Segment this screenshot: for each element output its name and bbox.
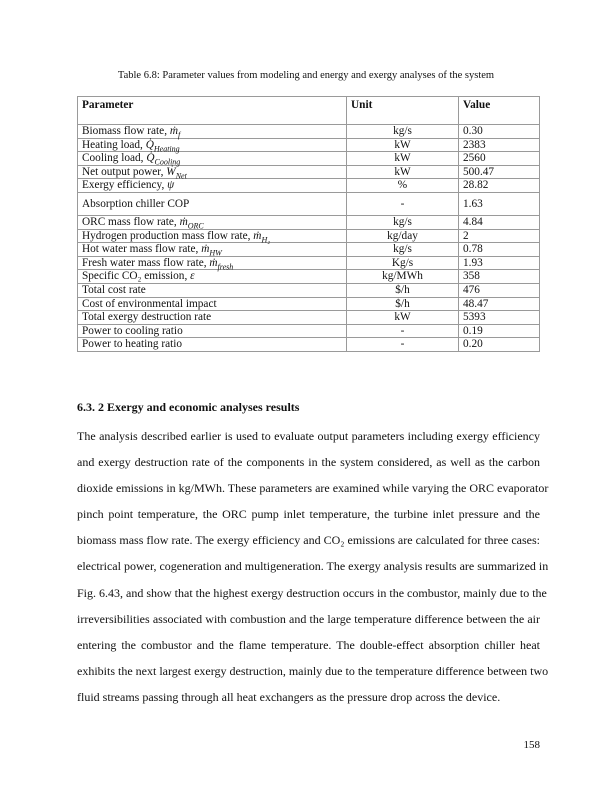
parameter-label: Cost of environmental impact (82, 297, 217, 310)
table-caption: Table 6.8: Parameter values from modeling and energy and exergy analyses of the system (117, 70, 495, 81)
table-row (78, 324, 540, 338)
parameter-symbol: Q̇ (145, 138, 154, 151)
parameter-table (77, 96, 540, 352)
table-row (78, 165, 540, 179)
table-row (78, 179, 540, 193)
table-row (78, 229, 540, 243)
value-cell: 2560 (459, 152, 540, 166)
unit-cell: kW (347, 152, 459, 166)
parameter-symbol: ψ (167, 179, 175, 192)
value-cell: 5393 (459, 311, 540, 325)
parameter-label: Hot water mass flow rate, (82, 243, 202, 256)
unit-cell: kg/s (347, 215, 459, 229)
table-row (78, 192, 540, 215)
parameter-label: Total exergy destruction rate (82, 311, 212, 324)
value-cell: 500.47 (459, 165, 540, 179)
value-cell: 476 (459, 283, 540, 297)
parameter-label: Cooling load, (82, 152, 147, 165)
table-row (78, 256, 540, 270)
parameter-symbol: ε (190, 270, 195, 283)
parameter-subscript: fresh (217, 262, 234, 271)
parameter-cell (78, 152, 347, 166)
paragraph-line: pinch point temperature, the ORC pump inlet temperature, the turbine inlet pressure and the (77, 507, 540, 522)
parameter-label: Specific CO₂ emission, (82, 270, 191, 283)
parameter-symbol: ṁ (253, 229, 262, 242)
table-row (78, 297, 540, 311)
parameter-symbol: ṁ (169, 125, 179, 137)
unit-cell: - (347, 192, 459, 215)
table-row (78, 270, 540, 284)
parameter-label: ORC mass flow rate, (82, 215, 180, 228)
unit-cell: kg/s (347, 243, 459, 257)
parameter-label: Fresh water mass flow rate, (82, 256, 210, 269)
unit-cell: kW (347, 138, 459, 152)
paragraph-line: electrical power, cogeneration and multigeneration. The exergy analysis results are summarized in (77, 559, 549, 574)
parameter-label: Power to cooling ratio (82, 324, 183, 337)
parameter-cell (78, 297, 347, 311)
value-cell: 28.82 (459, 179, 540, 193)
unit-cell: - (347, 338, 459, 352)
table-row (78, 138, 540, 152)
parameter-cell (78, 338, 347, 352)
parameter-subscript: Net (175, 171, 187, 181)
parameter-subscript: Heating (153, 143, 180, 153)
value-cell: 0.78 (459, 243, 540, 257)
parameter-cell (78, 324, 347, 338)
parameter-symbol: ṁ (179, 215, 188, 228)
table-row (78, 311, 540, 325)
value-cell: 2 (459, 229, 540, 243)
body-paragraph (77, 429, 549, 716)
table-row (78, 243, 540, 257)
paragraph-line: fluid streams passing through all heat exchangers as the pressure drop across the device. (77, 689, 501, 704)
parameter-subscript: HW (209, 248, 222, 258)
section-heading: 6.3. 2 Exergy and economic analyses results (77, 400, 300, 414)
table-row (78, 338, 540, 352)
parameter-symbol: Q̇ (146, 152, 155, 165)
value-cell: 1.93 (459, 256, 540, 270)
unit-cell: kW (347, 165, 459, 179)
header-unit: Unit (347, 97, 459, 125)
unit-cell: $/h (347, 283, 459, 297)
table-row (78, 215, 540, 229)
unit-cell: kg/MWh (347, 270, 459, 284)
table-row (78, 152, 540, 166)
parameter-symbol: ṁ (201, 243, 210, 256)
parameter-cell (78, 125, 347, 139)
value-cell: 0.30 (459, 125, 540, 139)
value-cell: 0.20 (459, 338, 540, 352)
unit-cell: - (347, 324, 459, 338)
parameter-cell (78, 256, 347, 270)
paragraph-line: dioxide emissions in kg/MWh. These parameters are examined while varying the ORC evaporator (77, 481, 549, 496)
paragraph-line: irreversibilities associated with combustion and the large temperature difference between the air (77, 611, 540, 626)
table-row (78, 283, 540, 297)
parameter-label: Absorption chiller COP (82, 197, 190, 210)
header-value: Value (459, 97, 540, 125)
parameter-cell (78, 229, 347, 243)
parameter-subscript: Cooling (154, 157, 181, 167)
parameter-cell (78, 311, 347, 325)
paragraph-line: Fig. 6.43, and show that the highest exergy destruction occurs in the combustor, mainly due to the (77, 585, 547, 600)
table-header-row (78, 97, 540, 125)
paragraph-line: exhibits the next largest exergy destruction, mainly due to the temperature difference between two (77, 663, 549, 678)
parameter-label: Heating load, (82, 138, 146, 151)
parameter-cell (78, 165, 347, 179)
parameter-label: Total cost rate (82, 283, 146, 296)
parameter-cell (78, 243, 347, 257)
unit-cell: $/h (347, 297, 459, 311)
parameter-cell (78, 270, 347, 284)
parameter-symbol: Ẇ (166, 165, 176, 178)
parameter-cell (78, 138, 347, 152)
paragraph-line: entering the combustor and the flame temperature. The double-effect absorption chiller heat (77, 637, 540, 652)
paragraph-line: and exergy destruction rate of the components in the system considered, as well as the carbon (77, 455, 540, 470)
parameter-label: Biomass flow rate, (82, 125, 170, 137)
value-cell: 4.84 (459, 215, 540, 229)
parameter-cell (78, 283, 347, 297)
parameter-subscript: ORC (187, 221, 204, 231)
parameter-label: Net output power, (82, 165, 167, 178)
parameter-cell (78, 192, 347, 215)
unit-cell: Kg/s (347, 256, 459, 270)
value-cell: 48.47 (459, 297, 540, 311)
unit-cell: % (347, 179, 459, 193)
header-parameter: Parameter (78, 97, 347, 125)
parameter-subscript: H₂ (261, 234, 271, 244)
parameter-subscript: f (178, 130, 181, 140)
page-number: 158 (523, 739, 540, 751)
paragraph-line: The analysis described earlier is used to evaluate output parameters including exergy efficiency (77, 429, 540, 443)
value-cell: 0.19 (459, 324, 540, 338)
value-cell: 1.63 (459, 192, 540, 215)
unit-cell: kg/day (347, 229, 459, 243)
parameter-cell (78, 215, 347, 229)
parameter-label: Exergy efficiency, (82, 179, 168, 192)
parameter-symbol: ṁ (209, 256, 218, 269)
parameter-label: Hydrogen production mass flow rate, (82, 229, 254, 242)
parameter-label: Power to heating ratio (82, 338, 183, 351)
paragraph-line: biomass mass flow rate. The exergy efficiency and CO₂ emissions are calculated for three cases: (77, 533, 540, 548)
table-row (78, 125, 540, 139)
unit-cell: kW (347, 311, 459, 325)
unit-cell: kg/s (347, 125, 459, 139)
parameter-cell (78, 179, 347, 193)
value-cell: 2383 (459, 138, 540, 152)
value-cell: 358 (459, 270, 540, 284)
